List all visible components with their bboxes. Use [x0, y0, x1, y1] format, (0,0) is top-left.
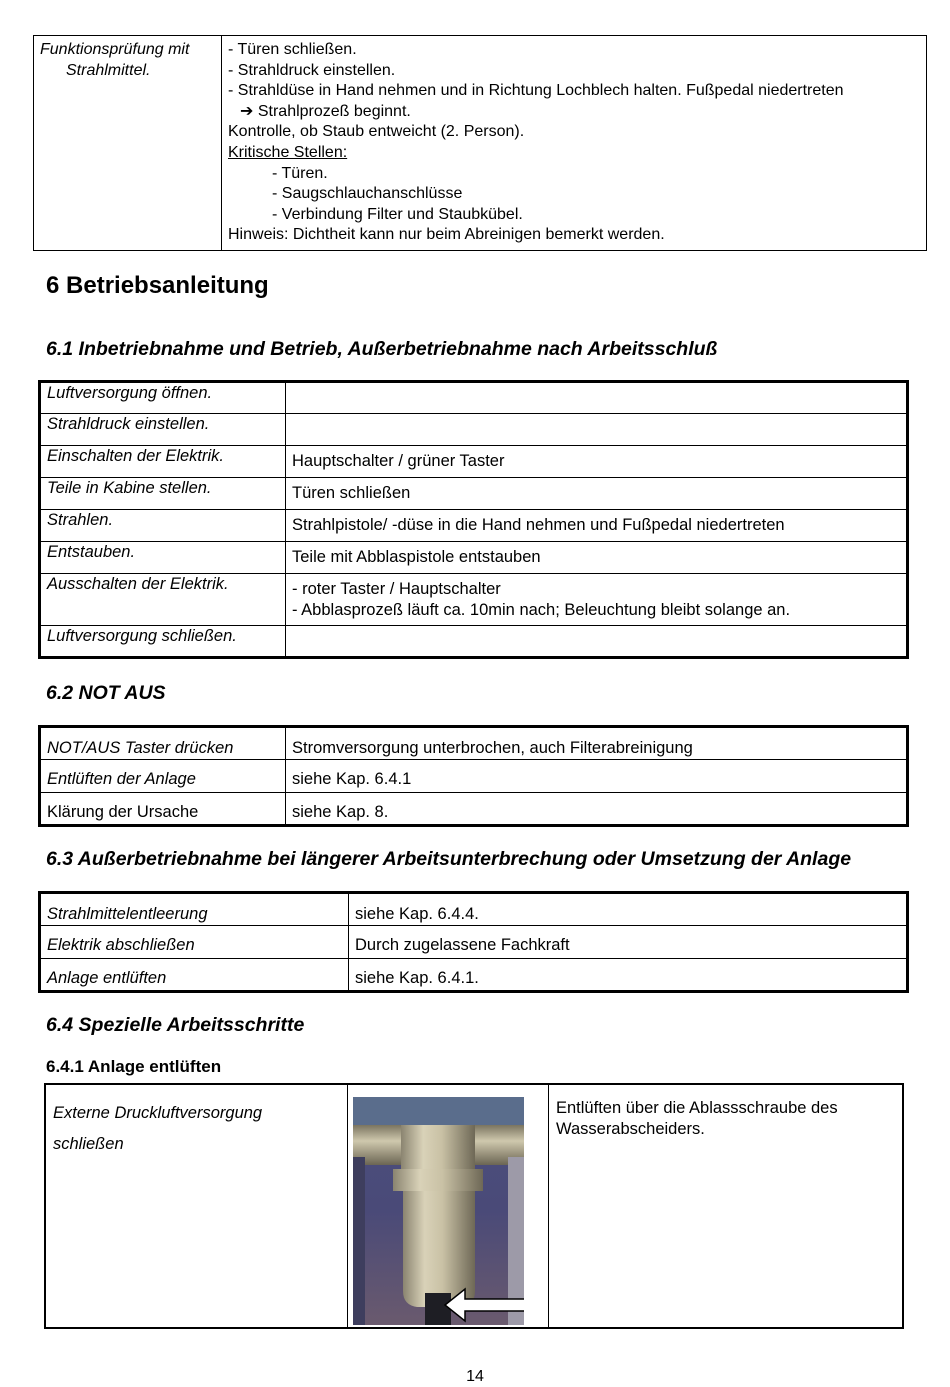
step-line: Strahlprozeß beginnt. [257, 102, 411, 120]
op-detail [286, 382, 908, 414]
critical-point: - Saugschlauchanschlüsse [272, 185, 463, 203]
op-detail [286, 574, 908, 626]
venting-description-line: Wasserabscheiders. [556, 1119, 705, 1138]
estop-detail: siehe Kap. 6.4.1 [286, 760, 908, 793]
venting-description-line: Entlüften über die Ablassschraube des [556, 1099, 838, 1117]
water-separator-photo [353, 1097, 524, 1325]
shutdown-detail: Durch zugelassene Fachkraft [349, 926, 908, 959]
section-6-1-heading: 6.1 Inbetriebnahme und Betrieb, Außerbetriebnahme nach Arbeitsschluß [46, 338, 718, 360]
critical-point: - Verbindung Filter und Staubkübel. [272, 205, 523, 223]
step-line: - Strahldüse in Hand nehmen und in Richtung Lochblech halten. Fußpedal niedertreten [228, 82, 844, 100]
op-step: Ausschalten der Elektrik. [40, 574, 286, 626]
arrow-right-icon: ➔ [240, 102, 254, 120]
shutdown-detail: siehe Kap. 6.4.1. [349, 959, 908, 992]
op-step: Strahldruck einstellen. [40, 414, 286, 446]
section-6-2-heading: 6.2 NOT AUS [46, 682, 166, 704]
section-6-heading: 6 Betriebsanleitung [46, 272, 269, 299]
op-step: Teile in Kabine stellen. [40, 478, 286, 510]
estop-detail: Stromversorgung unterbrochen, auch Filterabreinigung [286, 727, 908, 760]
op-detail [286, 626, 908, 658]
op-detail: Türen schließen [286, 478, 908, 510]
functional-test-table [33, 35, 927, 251]
op-step: Strahlen. [40, 510, 286, 542]
op-detail: Hauptschalter / grüner Taster [286, 446, 908, 478]
op-detail [286, 414, 908, 446]
critical-points-heading: Kritische Stellen: [228, 143, 348, 161]
estop-detail: siehe Kap. 8. [286, 793, 908, 826]
op-step: Entstauben. [40, 542, 286, 574]
section-6-4-heading: 6.4 Spezielle Arbeitsschritte [46, 1014, 305, 1036]
venting-instruction-line: Externe Druckluftversorgung [53, 1104, 263, 1122]
op-step: Luftversorgung öffnen. [40, 382, 286, 414]
op-detail-line: - roter Taster / Hauptschalter [292, 580, 501, 598]
shutdown-step: Anlage entlüften [40, 959, 349, 992]
step-line: - Türen schließen. [228, 41, 357, 58]
functional-test-label [34, 36, 222, 251]
label-line-2: Strahlmittel. [66, 61, 151, 79]
shutdown-step: Strahlmittelentleerung [40, 893, 349, 926]
emergency-stop-table [38, 725, 909, 827]
estop-step: Entlüften der Anlage [40, 760, 286, 793]
section-6-3-heading: 6.3 Außerbetriebnahme bei längerer Arbeitsunterbrechung oder Umsetzung der Anlage [46, 848, 852, 870]
shutdown-step: Elektrik abschließen [40, 926, 349, 959]
estop-step: NOT/AUS Taster drücken [40, 727, 286, 760]
step-line: Kontrolle, ob Staub entweicht (2. Person). [228, 123, 525, 141]
critical-point: - Türen. [272, 164, 328, 182]
estop-step: Klärung der Ursache [40, 793, 286, 826]
op-step: Einschalten der Elektrik. [40, 446, 286, 478]
venting-instruction-line: schließen [53, 1135, 124, 1153]
label-line-1: Funktionsprüfung mit [40, 41, 190, 58]
page-number: 14 [466, 1368, 484, 1385]
venting-description [556, 1098, 838, 1139]
op-step: Luftversorgung schließen. [40, 626, 286, 658]
note-line: Hinweis: Dichtheit kann nur beim Abreinigen bemerkt werden. [228, 226, 665, 244]
step-line: - Strahldruck einstellen. [228, 61, 396, 79]
op-detail: Teile mit Abblaspistole entstauben [286, 542, 908, 574]
functional-test-steps [222, 36, 927, 251]
op-detail: Strahlpistole/ -düse in die Hand nehmen und Fußpedal niedertreten [286, 510, 908, 542]
venting-photo-cell [348, 1085, 549, 1327]
op-detail-line: - Abblasprozeß läuft ca. 10min nach; Beleuchtung bleibt solange an. [292, 601, 791, 619]
venting-table [44, 1083, 904, 1329]
shutdown-detail: siehe Kap. 6.4.4. [349, 893, 908, 926]
shutdown-table [38, 891, 909, 993]
section-6-4-1-heading: 6.4.1 Anlage entlüften [46, 1057, 222, 1076]
venting-left-cell [46, 1085, 348, 1327]
operation-table [38, 380, 909, 659]
venting-instruction [53, 1098, 262, 1160]
